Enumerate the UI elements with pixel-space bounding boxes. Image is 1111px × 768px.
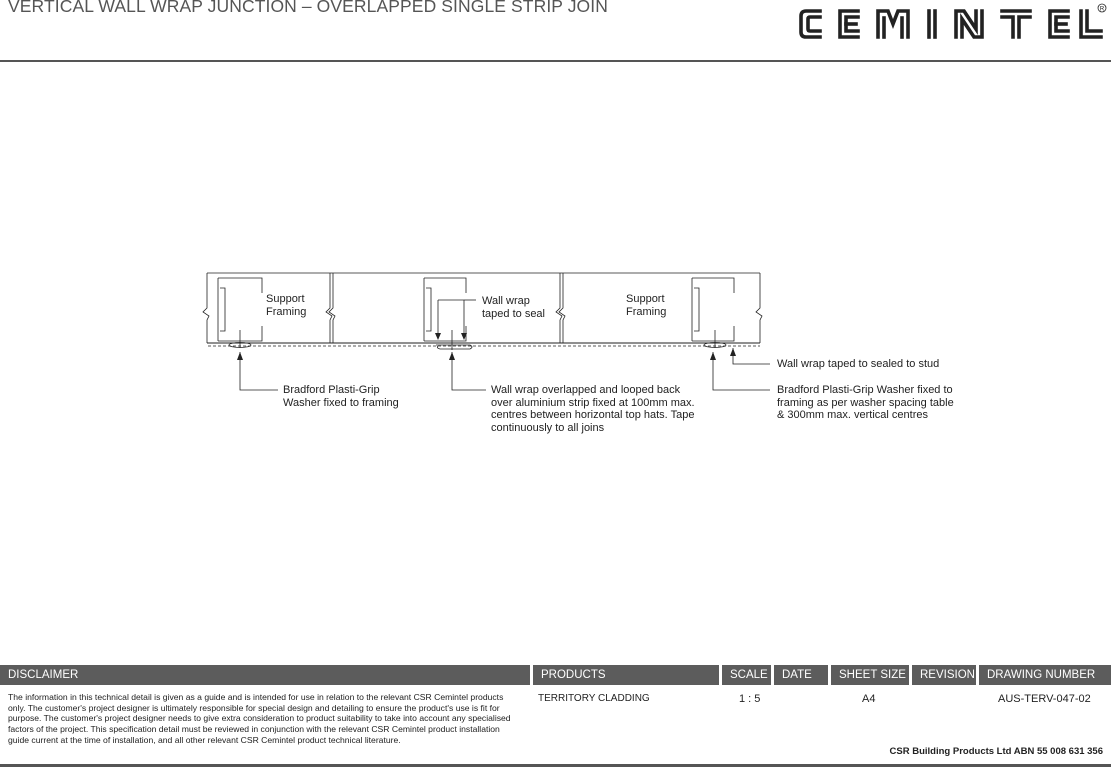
washer-left-label: Bradford Plasti-Grip Washer fixed to framing — [283, 384, 399, 409]
company-abn: CSR Building Products Ltd ABN 55 008 631 356 — [889, 746, 1103, 757]
support-framing-right-label: Support Framing — [626, 293, 667, 318]
svg-text:R: R — [1099, 6, 1105, 13]
sheet-size-value: A4 — [862, 693, 876, 705]
support-framing-left-label: Support Framing — [266, 293, 307, 318]
sheet-size-header: SHEET SIZE — [831, 665, 909, 685]
products-header: PRODUCTS — [533, 665, 719, 685]
scale-value: 1 : 5 — [739, 693, 761, 705]
date-header: DATE — [774, 665, 828, 685]
washer-right-label: Bradford Plasti-Grip Washer fixed to framing as per washer spacing table & 300mm max. vertical centres — [777, 384, 954, 421]
drawing-title: VERTICAL WALL WRAP JUNCTION – OVERLAPPED SINGLE STRIP JOIN — [8, 0, 608, 16]
disclaimer-header: DISCLAIMER — [0, 665, 530, 685]
disclaimer-text: The information in this technical detail is given as a guide and is intended for use in relation to the relevant CSR Cemintel products only. The customer's project designer is ultimately responsible for special design and detailing to ensure the product's use is fit for purpose. The customer's project designer needs to give extra consideration to product suitability to take into account any specialised factors of the project. This specification detail must be reviewed in conjunction with the relevant CSR Cemintel product installation guide current at the time of installation, and all other relevant CSR Cemintel product technical literature. — [8, 692, 511, 745]
drawing-number-value: AUS-TERV-047-02 — [998, 693, 1091, 705]
drawing-number-header: DRAWING NUMBER — [979, 665, 1111, 685]
footer-rule — [0, 764, 1111, 767]
revision-header: REVISION — [912, 665, 976, 685]
wall-wrap-taped-label: Wall wrap taped to seal — [482, 295, 545, 320]
scale-header: SCALE — [722, 665, 771, 685]
wall-wrap-stud-label: Wall wrap taped to sealed to stud — [777, 358, 940, 370]
products-value: TERRITORY CLADDING — [538, 693, 650, 704]
overlap-note-label: Wall wrap overlapped and looped back over aluminium strip fixed at 100mm max. centres between horizontal top hats. Tape continuously to all joins — [491, 384, 695, 434]
